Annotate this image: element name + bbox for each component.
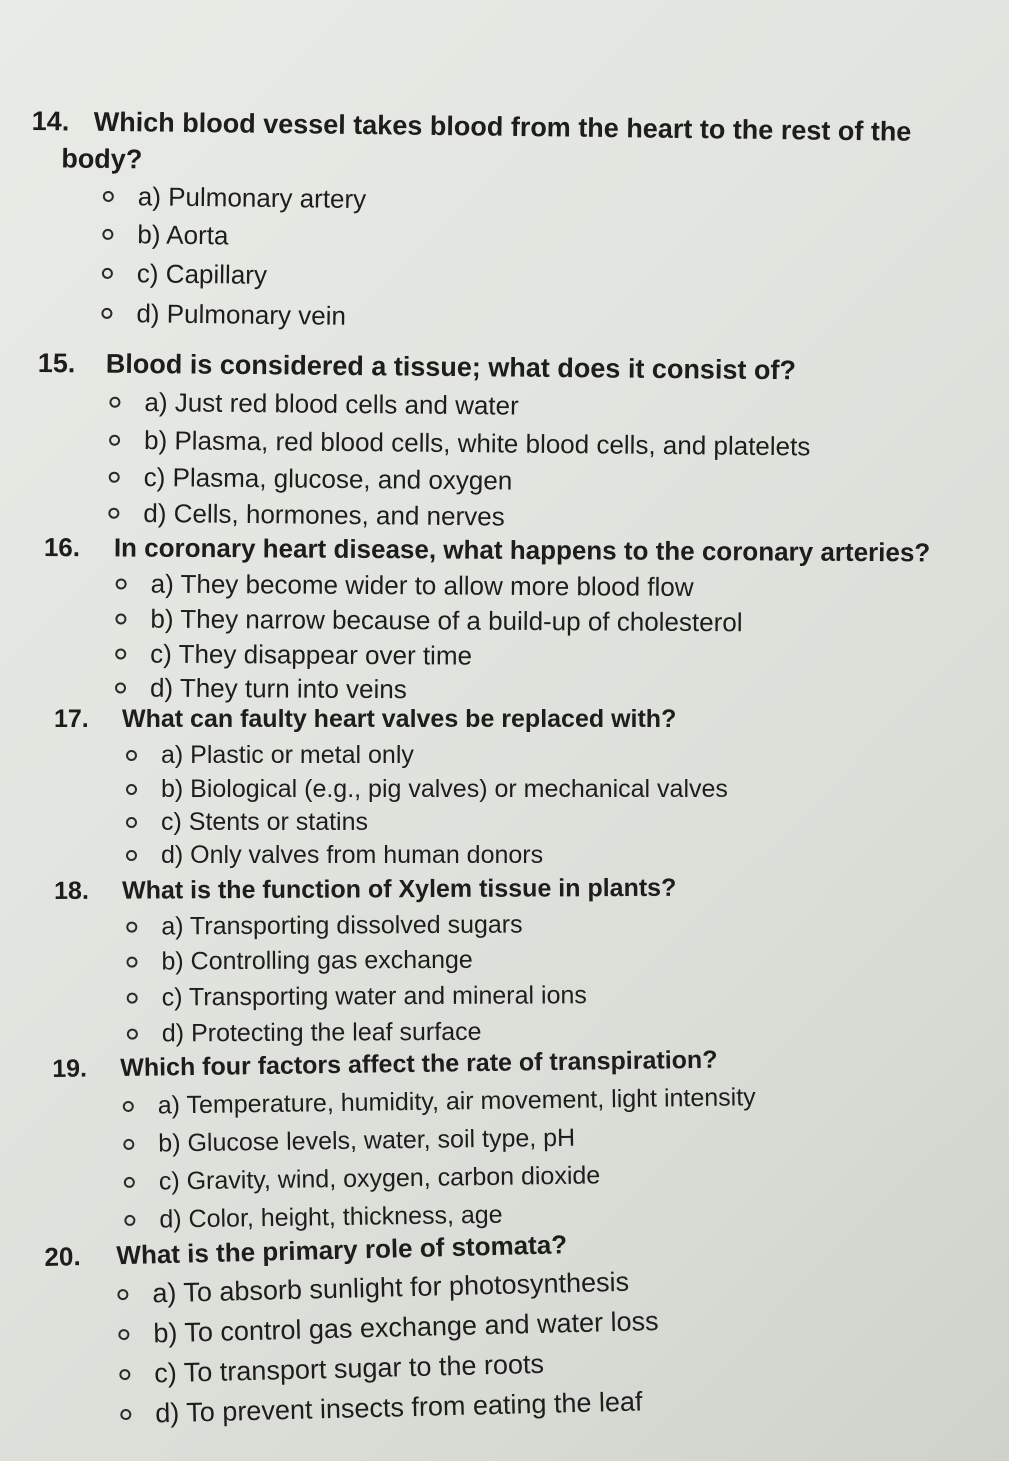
question-text: What is the primary role of stomata? [116,1229,568,1271]
option-label: c) To transport sugar to the roots [153,1348,545,1388]
bullet-circle-icon [109,396,120,407]
option-label: c) Transporting water and mineral ions [161,980,587,1011]
bullet-circle-icon [116,578,127,589]
option-b[interactable] [126,772,728,806]
option-label: c) Capillary [136,257,268,290]
option-label: a) Plastic or metal only [161,740,414,769]
option-label: c) Stents or statins [161,808,369,836]
option-c[interactable] [127,977,677,1016]
option-b[interactable] [115,601,930,641]
question-text: What is the function of Xylem tissue in plants? [122,873,677,905]
question-number: 20. [44,1241,81,1272]
option-a[interactable] [126,907,676,944]
bullet-circle-icon [123,1138,134,1149]
option-b[interactable] [126,941,676,980]
question-text: In coronary heart disease, what happens to the coronary arteries? [113,532,931,568]
option-label: b) They narrow because of a build-up of cholesterol [150,603,743,638]
bullet-circle-icon [101,307,112,318]
bullet-circle-icon [119,1368,130,1379]
question-20 [44,1223,661,1436]
question-text-continuation: body? [61,143,143,175]
bullet-circle-icon [126,956,137,967]
bullet-circle-icon [127,1028,138,1039]
bullet-circle-icon [115,613,126,624]
question-prompt [54,869,676,910]
answer-options [115,566,930,709]
bullet-circle-icon [127,992,138,1003]
option-label: c) Gravity, wind, oxygen, carbon dioxide [158,1160,601,1196]
option-label: b) Plasma, red blood cells, white blood cells, and platelets [143,424,811,461]
option-label: a) Pulmonary artery [137,180,367,214]
option-label: a) Just red blood cells and water [144,386,519,421]
question-14 [29,102,911,343]
option-label: a) Transporting dissolved sugars [161,910,523,940]
answer-options [117,1261,661,1434]
question-prompt [54,700,728,738]
option-a[interactable] [126,738,728,772]
bullet-circle-icon [109,471,120,482]
option-c[interactable] [115,636,930,675]
option-label: b) Aorta [137,218,229,250]
option-label: b) Glucose levels, water, soil type, pH [158,1123,576,1158]
option-label: a) To absorb sunlight for photosynthesis [152,1266,630,1308]
option-a[interactable] [116,566,931,606]
option-label: d) Protecting the leaf surface [161,1017,482,1047]
question-text: What can faulty heart valves be replaced with? [122,705,677,733]
question-17 [54,700,728,872]
option-label: d) Pulmonary vein [136,297,347,331]
option-label: a) Temperature, humidity, air movement, light intensity [157,1082,756,1120]
question-number: 15. [37,347,76,379]
option-c[interactable] [126,806,728,839]
bullet-circle-icon [120,1408,131,1419]
question-prompt [38,344,812,389]
option-label: d) Color, height, thickness, age [159,1200,503,1234]
question-18 [54,869,677,1052]
bullet-circle-icon [102,267,113,278]
question-15 [36,344,811,537]
option-label: c) Plasma, glucose, and oxygen [143,461,513,496]
bullet-circle-icon [118,1328,129,1339]
option-label: d) They turn into veins [149,672,407,704]
question-number: 14. [31,105,70,137]
bullet-circle-icon [115,648,126,659]
bullet-circle-icon [103,190,114,201]
answer-options [123,1078,758,1239]
answer-options [126,738,728,872]
option-label: d) Only valves from human donors [161,841,544,869]
bullet-circle-icon [115,682,126,693]
answer-options [101,177,910,343]
question-number: 18. [54,876,89,905]
option-label: b) Controlling gas exchange [161,945,473,975]
option-label: b) To control gas exchange and water loss [152,1305,659,1348]
question-number: 17. [54,705,89,733]
bullet-circle-icon [126,817,137,828]
option-d[interactable] [126,839,728,872]
question-19 [52,1040,758,1240]
question-text: Which blood vessel takes blood from the heart to the rest of the [93,106,912,147]
question-prompt [44,528,931,571]
bullet-circle-icon [117,1288,128,1299]
question-16 [43,528,930,709]
question-text: Blood is considered a tissue; what does it consist of? [105,348,797,386]
answer-options [126,907,677,1052]
answer-options [108,383,811,538]
bullet-circle-icon [108,507,119,518]
question-text: Which four factors affect the rate of transpiration? [120,1045,718,1083]
bullet-circle-icon [124,1176,135,1187]
bullet-circle-icon [124,1214,135,1225]
question-number: 19. [52,1054,88,1083]
option-d[interactable] [101,293,909,343]
option-label: d) To prevent insects from eating the leaf [154,1385,643,1428]
bullet-circle-icon [102,228,113,239]
bullet-circle-icon [126,850,137,861]
bullet-circle-icon [126,921,137,932]
question-number: 16. [43,531,81,563]
bullet-circle-icon [123,1100,134,1111]
bullet-circle-icon [126,784,137,795]
bullet-circle-icon [109,434,120,445]
bullet-circle-icon [126,750,137,761]
option-label: c) They disappear over time [150,638,473,671]
option-label: a) They become wider to allow more blood flow [150,568,694,602]
option-label: b) Biological (e.g., pig valves) or mechanical valves [161,774,728,803]
option-label: d) Cells, hormones, and nerves [143,497,505,531]
